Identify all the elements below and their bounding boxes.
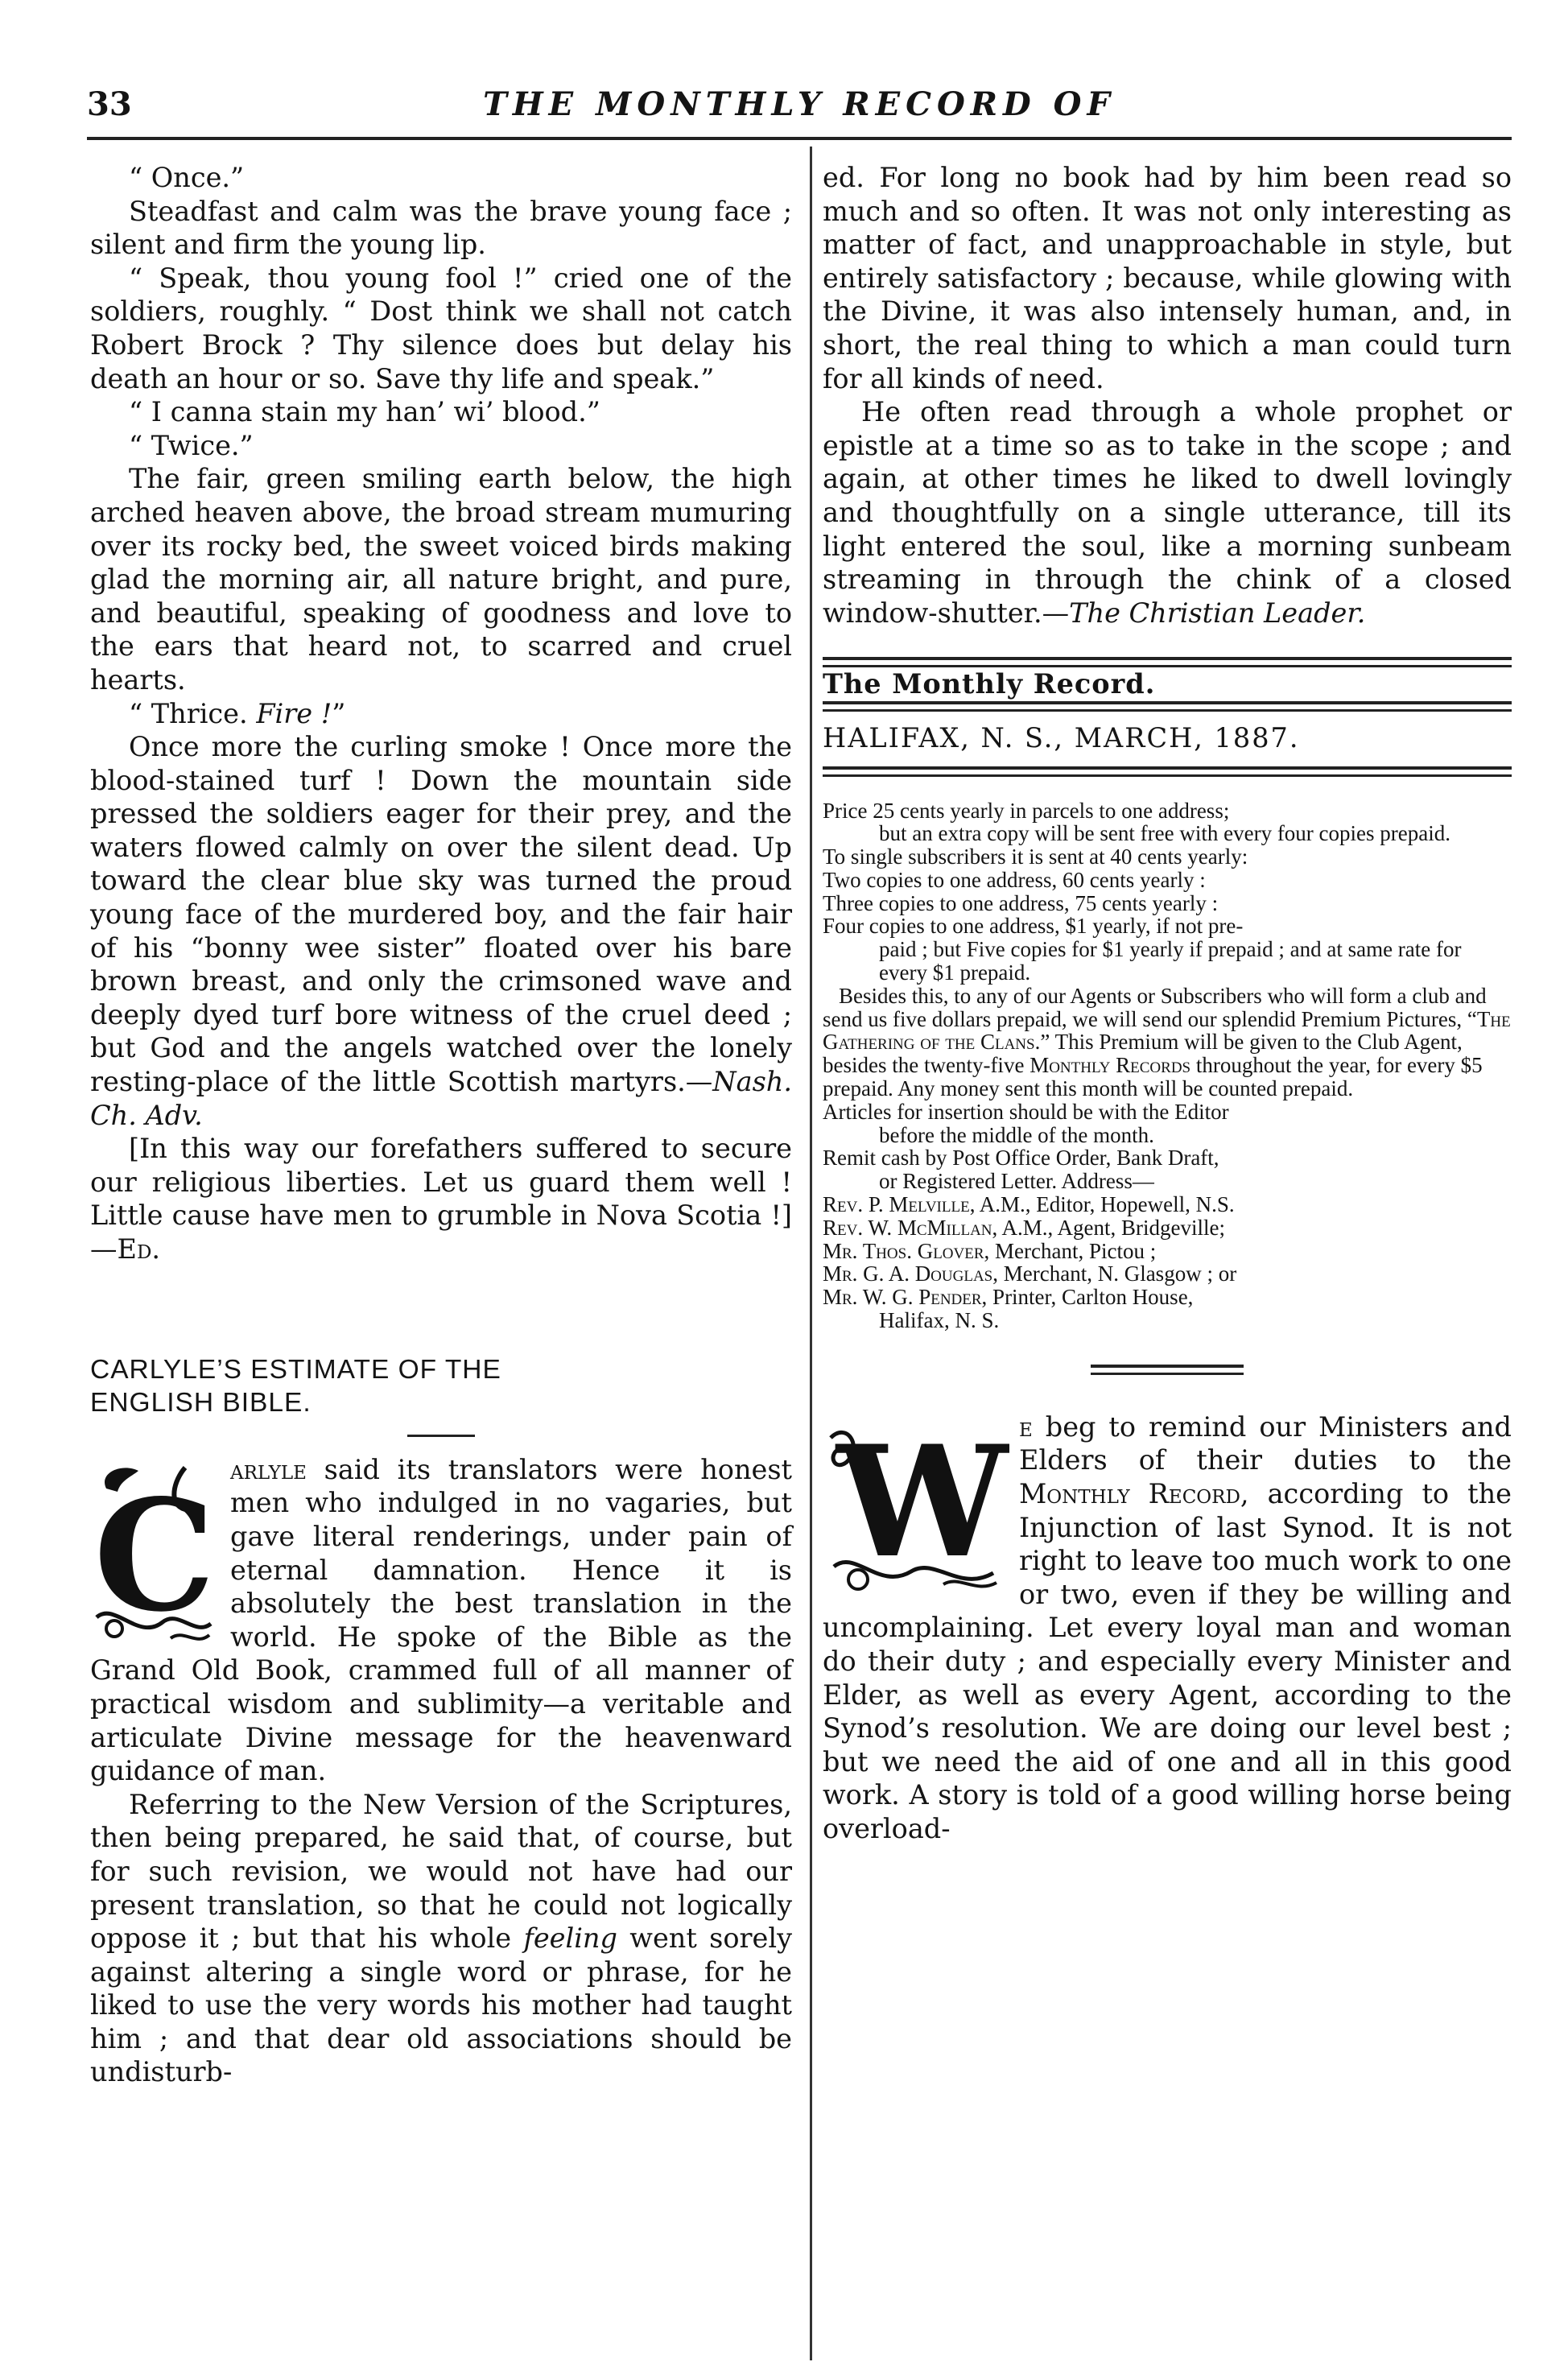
we-text-b: according to the Injunction of last Synod. It is not right to leave too much work to one or two, even if they be willing and uncomplaining. Let every loyal man and woman do their duty ; and especially every Minister and Elder, as well as every Agent, according to the Synod’s resolution. We are doing our level best ; but we need the aid of one and all in this good work. A story is told of a good willing horse being overload- xyxy=(823,1478,1512,1844)
column-divider xyxy=(810,147,812,2360)
agent-location: Agent, Bridgeville; xyxy=(1053,1215,1226,1240)
gathering-of-clans: The Gathering of the Clans. xyxy=(823,1006,1511,1055)
dateline-rule xyxy=(823,766,1512,777)
carlyle-text-2a: Referring to the New Version of the Scriptures, then being prepared, he said that, of course, but for such revision, we would not have had our present translation, so that he could not logically oppose it ; but that his whole xyxy=(90,1788,792,1955)
besides-text-c: throughout the year, for every $5 prepaid. Any money sent this month will be counted prepaid. xyxy=(823,1053,1483,1101)
editor-note-text: [In this way our forefathers suffered to secure our religious liberties. Let us guard them well ! Little cause have men to grumble in Nova Scotia !]— xyxy=(90,1133,792,1265)
monthly-records-name: Monthly Records xyxy=(1030,1053,1191,1078)
address-pender xyxy=(823,1286,1512,1309)
notice-articles-cont: before the middle of the month. xyxy=(879,1122,1154,1147)
notice-price-cont: but an extra copy will be sent free with every four copies prepaid. xyxy=(879,821,1450,846)
right-column xyxy=(823,161,1512,1846)
story-paragraph: The fair, green smiling earth below, the high arched heaven above, the broad stream mumuring over its rocky bed, the sweet voiced birds making glad the morning air, all nature bright, and pure, and beautiful, speaking of goodness and love to the ears that heard not, to scarred and cruel hearts. xyxy=(90,463,792,696)
editor-location: Editor, Hopewell, N.S. xyxy=(1030,1192,1235,1217)
story-paragraph: “ Once.” xyxy=(129,162,245,193)
address-glover xyxy=(823,1240,1512,1263)
carlyle-text-1: said its translators were honest men who indulged in no vagaries, but gave literal renderings, under pain of eternal damnation. Hence it is absolutely the best translation in the world. He spoke of the Bible as the Grand Old Book, crammed full of all manner of practical wisdom and sublimity—a veritable and articulate Divine message for the heavenward guidance of man. xyxy=(90,1453,792,1787)
notice-besides xyxy=(823,985,1512,1100)
agent-name: Rev. W. McMillan, A.M., xyxy=(823,1215,1054,1240)
ornamental-w-initial xyxy=(823,1414,1009,1597)
pender-location: Printer, Carlton House, xyxy=(987,1285,1194,1310)
besides-text-b: ” This Premium will be given to the Club Agent, besides the twenty-five xyxy=(823,1030,1463,1078)
feeling-italic: feeling xyxy=(523,1922,617,1955)
carlyle-title-line1: CARLYLE’S ESTIMATE OF THE xyxy=(90,1354,501,1385)
dropcap-letter-w: W xyxy=(836,1413,1009,1592)
carlyle-paragraph-2 xyxy=(90,1788,792,2089)
glover-name: Mr. Thos. Glover, xyxy=(823,1238,990,1263)
besides-text-a: Besides this, to any of our Agents or Subscribers who will form a club and send us five dollars prepaid, we will send our splendid Premium Pictures, “ xyxy=(823,983,1487,1031)
subscription-notice xyxy=(823,799,1512,1332)
story-paragraph-thrice xyxy=(90,697,792,731)
running-title: THE MONTHLY RECORD OF xyxy=(483,85,1116,123)
thrice-text: “ Thrice. xyxy=(129,697,257,729)
masthead-title: The Monthly Record. xyxy=(823,668,1156,700)
ornamental-c-initial xyxy=(90,1456,219,1650)
masthead-rule-bottom xyxy=(823,701,1512,712)
masthead-rule-top xyxy=(823,657,1512,667)
notice-four-cont: paid ; but Five copies for $1 yearly if prepaid ; and at same rate for every $1 prepaid. xyxy=(879,937,1462,985)
notice-three: Three copies to one address, 75 cents yearly : xyxy=(823,890,1219,915)
carlyle-text-2b: went sorely against altering a single word or phrase, for he liked to use the very words his mother had taught him ; and that dear old associations should be undisturb- xyxy=(90,1922,792,2088)
editor-signature: Ed. xyxy=(117,1233,161,1265)
notice-articles: Articles for insertion should be with the Editor xyxy=(823,1099,1229,1124)
we-monthly-record: Monthly Record, xyxy=(1019,1478,1249,1510)
notice-remit: Remit cash by Post Office Order, Bank Draft, xyxy=(823,1146,1219,1171)
address-agent xyxy=(823,1216,1512,1240)
left-column xyxy=(90,161,792,2089)
header-rule xyxy=(87,137,1512,140)
carlyle-text-3: He often read through a whole prophet or epistle at a time so as to take in the scope ; and again, at other times he liked to dwell lovingly and thoughtfully on a single utterance, till its light entered the soul, like a morning sunbeam streaming in through the chink of a closed window-shutter.— xyxy=(823,396,1512,629)
christian-leader-credit: The Christian Leader. xyxy=(1069,597,1366,629)
we-first-letter: e xyxy=(1019,1410,1033,1443)
glover-location: Merchant, Pictou ; xyxy=(989,1238,1157,1263)
notice-end-rule xyxy=(1091,1365,1244,1375)
dateline: HALIFAX, N. S., MARCH, 1887. xyxy=(823,721,1300,754)
carlyle-paragraph-3 xyxy=(823,395,1512,630)
title-rule xyxy=(407,1435,475,1437)
carlyle-continued: ed. For long no book had by him been read so much and so often. It was not only interesting as matter of fact, and unapproachable in style, but entirely satisfactory ; because, while glowing with the Divine, it was also intensely human, and, in short, the real thing to which a man could turn for all kinds of need. xyxy=(823,162,1512,394)
story-closing-paragraph xyxy=(90,730,792,1132)
notice-four: Four copies to one address, $1 yearly, if not pre- xyxy=(823,914,1244,939)
address-halifax: Halifax, N. S. xyxy=(879,1308,1000,1333)
fire-italic: Fire ! xyxy=(256,697,332,729)
carlyle-title-line2: ENGLISH BIBLE. xyxy=(90,1388,312,1418)
douglas-name: Mr. G. A. Douglas, xyxy=(823,1261,998,1286)
story-paragraph: “ Speak, thou young fool !” cried one of the soldiers, roughly. “ Dost think we shall not catch Robert Brock ? Thy silence does but delay his death an hour or so. Save thy life and speak.” xyxy=(90,262,792,394)
thrice-close: ” xyxy=(332,697,346,729)
story-paragraph: Steadfast and calm was the brave young face ; silent and firm the young lip. xyxy=(90,195,792,261)
story-paragraph: “ Twice.” xyxy=(129,429,254,461)
notice-price: Price 25 cents yearly in parcels to one address; xyxy=(823,798,1230,823)
address-douglas xyxy=(823,1262,1512,1286)
dropcap-letter-c: C xyxy=(93,1465,216,1645)
story-paragraph: “ I canna stain my han’ wi’ blood.” xyxy=(129,396,600,428)
douglas-location: Merchant, N. Glasgow ; or xyxy=(998,1261,1237,1286)
notice-two: Two copies to one address, 60 cents yearly : xyxy=(823,867,1206,892)
address-editor xyxy=(823,1193,1512,1216)
notice-single: To single subscribers it is sent at 40 cents yearly: xyxy=(823,844,1248,869)
page-number: 33 xyxy=(87,85,132,123)
story-continuation xyxy=(90,161,792,1266)
carlyle-first-word: arlyle xyxy=(230,1453,307,1485)
editor-name: Rev. P. Melville, A.M., xyxy=(823,1192,1031,1217)
closing-text: Once more the curling smoke ! Once more the blood-stained turf ! Down the mountain side pressed the soldiers eager for their prey, and the waters flowed calmly on over the silent dead. Up toward the clear blue sky was turned the proud young face of the murdered boy, and the fair hair of his “bonny wee sister” floated over his bare brown breast, and only the crimsoned wave and deeply dyed turf bore witness of the cruel deed ; but God and the angels watched over the lonely resting-place of the little Scottish martyrs.— xyxy=(90,731,792,1098)
editor-note xyxy=(90,1132,792,1266)
pender-name: Mr. W. G. Pender, xyxy=(823,1285,988,1310)
we-text-a: beg to remind our Ministers and Elders of their duties to the xyxy=(1019,1410,1512,1476)
notice-remit-cont: or Registered Letter. Address— xyxy=(879,1169,1154,1194)
source-credit: Nash. Ch. Adv. xyxy=(90,1066,792,1131)
page-header xyxy=(87,81,1512,129)
